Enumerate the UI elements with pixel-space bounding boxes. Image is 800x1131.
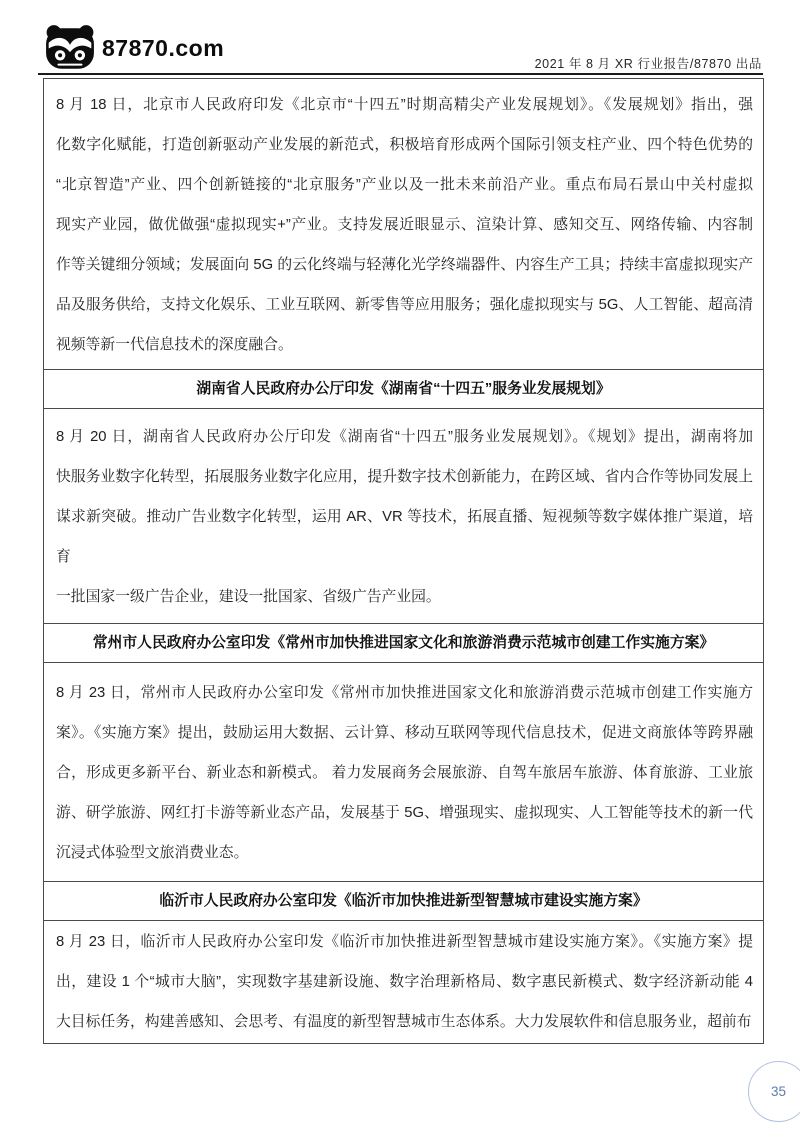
paragraph-line: 合，形成更多新平台、新业态和新模式。 着力发展商务会展旅游、自驾车旅居车旅游、体育旅游、工业旅 bbox=[56, 765, 753, 781]
paragraph-line: 案》。《实施方案》提出，鼓励运用大数据、云计算、移动互联网等现代信息技术，促进文商旅体等跨界融 bbox=[56, 725, 753, 741]
report-meta: 2021 年 8 月 XR 行业报告/87870 出品 bbox=[534, 57, 762, 71]
panda-icon bbox=[44, 24, 96, 72]
paragraph-line: 作等关键细分领域；发展面向 5G 的云化终端与轻薄化光学终端器件、内容生产工具；持续丰富虚拟现实产 bbox=[56, 257, 753, 273]
page-number-badge bbox=[748, 1061, 800, 1122]
paragraph-line: “北京智造”产业、四个创新链接的“北京服务”产业以及一批未来前沿产业。重点布局石景山中关村虚拟 bbox=[56, 177, 753, 193]
paragraph-line: 一批国家一级广告企业，建设一批国家、省级广告产业园。 bbox=[56, 589, 441, 605]
paragraph-line: 出，建设 1 个“城市大脑”，实现数字基建新设施、数字治理新格局、数字惠民新模式、数字经济新动能 4 bbox=[56, 974, 753, 990]
section-paragraph bbox=[44, 663, 763, 881]
section-heading: 湖南省人民政府办公厅印发《湖南省“十四五”服务业发展规划》 bbox=[44, 369, 763, 409]
paragraph-line: 大目标任务，构建善感知、会思考、有温度的新型智慧城市生态体系。大力发展软件和信息服务业，超前布 bbox=[56, 1014, 752, 1030]
header-rule bbox=[38, 73, 763, 75]
paragraph-line: 现实产业园，做优做强“虚拟现实+”产业。支持发展近眼显示、渲染计算、感知交互、网络传输、内容制 bbox=[56, 217, 753, 233]
policy-table bbox=[43, 78, 764, 1044]
section-paragraph bbox=[44, 79, 763, 369]
paragraph-line: 8 月 23 日，临沂市人民政府办公室印发《临沂市加快推进新型智慧城市建设实施方案》。《实施方案》提 bbox=[56, 934, 753, 950]
paragraph-line: 品及服务供给，支持文化娱乐、工业互联网、新零售等应用服务；强化虚拟现实与 5G、人工智能、超高清 bbox=[56, 297, 753, 313]
paragraph-line: 8 月 20 日，湖南省人民政府办公厅印发《湖南省“十四五”服务业发展规划》。《规划》提出，湖南将加 bbox=[56, 429, 753, 445]
page-header bbox=[44, 22, 762, 72]
brand-logo bbox=[44, 24, 224, 72]
paragraph-line: 视频等新一代信息技术的深度融合。 bbox=[56, 337, 293, 353]
paragraph-line: 快服务业数字化转型，拓展服务业数字化应用，提升数字技术创新能力，在跨区域、省内合作等协同发展上 bbox=[56, 469, 753, 485]
logo-text: 87870.com bbox=[102, 34, 225, 61]
section-heading: 临沂市人民政府办公室印发《临沂市加快推进新型智慧城市建设实施方案》 bbox=[44, 881, 763, 921]
paragraph-line: 化数字化赋能，打造创新驱动产业发展的新范式，积极培育形成两个国际引领支柱产业、四个特色优势的 bbox=[56, 137, 753, 153]
paragraph-line: 谋求新突破。推动广告业数字化转型，运用 AR、VR 等技术，拓展直播、短视频等数字媒体推广渠道，培育 bbox=[56, 509, 753, 565]
paragraph-line: 游、研学旅游、网红打卡游等新业态产品，发展基于 5G、增强现实、虚拟现实、人工智能等技术的新一代 bbox=[56, 805, 753, 821]
page-number: 35 bbox=[770, 1084, 787, 1099]
paragraph-line: 8 月 23 日，常州市人民政府办公室印发《常州市加快推进国家文化和旅游消费示范城市创建工作实施方 bbox=[56, 685, 753, 701]
section-heading: 常州市人民政府办公室印发《常州市加快推进国家文化和旅游消费示范城市创建工作实施方案》 bbox=[44, 623, 763, 663]
paragraph-line: 8 月 18 日，北京市人民政府印发《北京市“十四五”时期高精尖产业发展规划》。《发展规划》指出，强 bbox=[56, 97, 753, 113]
section-paragraph bbox=[44, 921, 763, 1043]
paragraph-line: 沉浸式体验型文旅消费业态。 bbox=[56, 845, 249, 861]
section-paragraph bbox=[44, 409, 763, 623]
